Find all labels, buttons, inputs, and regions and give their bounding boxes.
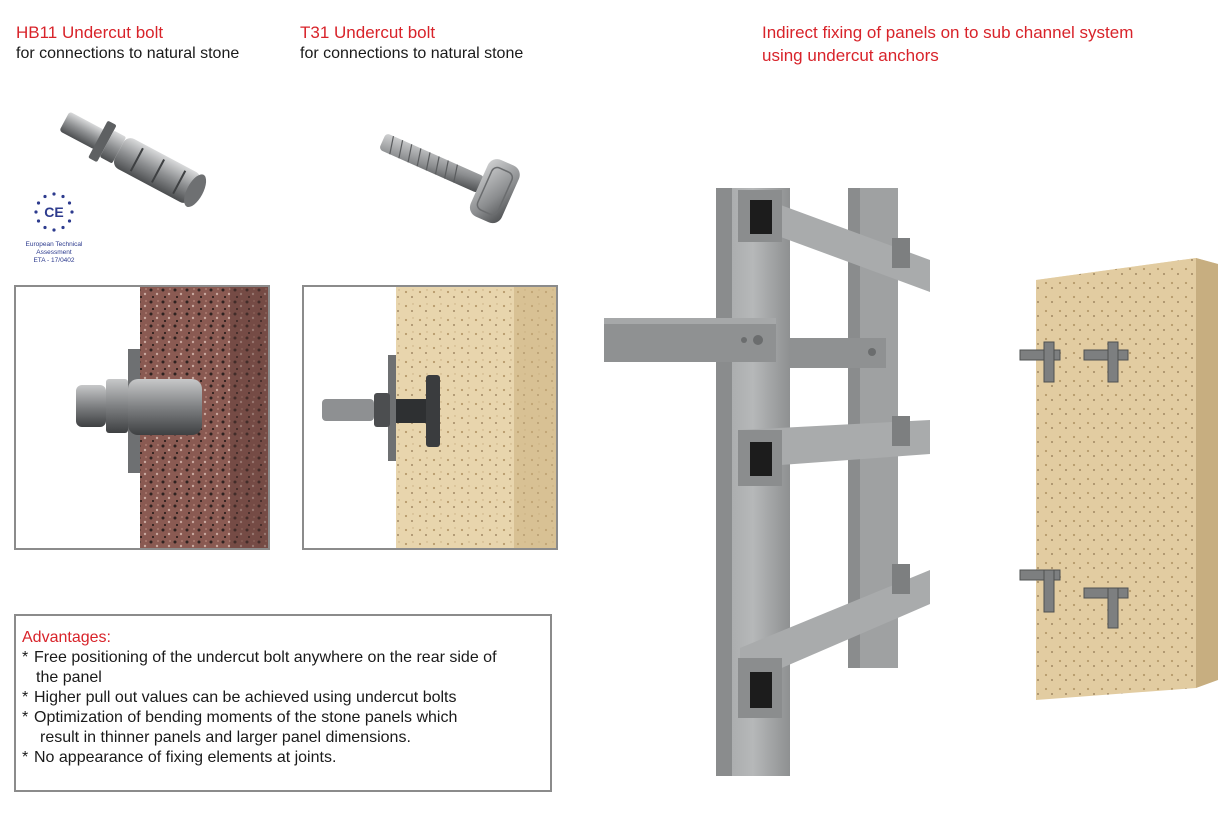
bullet-star: * (22, 749, 29, 766)
advantage-item-continuation: result in thinner panels and larger panel dimensions. (40, 729, 411, 746)
advantage-text: Higher pull out values can be achieved using undercut bolts (34, 689, 457, 706)
advantage-text: Optimization of bending moments of the stone panels which (34, 709, 458, 726)
hb11-subtitle: for connections to natural stone (16, 45, 240, 62)
t31-subtitle: for connections to natural stone (300, 45, 524, 62)
advantages-title: Advantages: (22, 629, 111, 646)
system-title-line1: Indirect fixing of panels on to sub channel system (762, 23, 1134, 42)
ce-badge (18, 190, 90, 272)
ce-line2: Assessment (36, 249, 72, 256)
advantages-box (14, 614, 552, 792)
hb11-title: HB11 Undercut bolt (16, 23, 164, 42)
t31-bolt-image (368, 108, 548, 248)
ce-mark: CE (44, 204, 64, 220)
system-title-line2: using undercut anchors (762, 46, 939, 65)
t31-section-photo (302, 285, 558, 550)
advantage-item-continuation: the panel (36, 669, 102, 686)
bullet-star: * (22, 709, 29, 726)
hb11-section-photo (14, 285, 270, 550)
advantage-item (22, 688, 544, 708)
advantage-text: Free positioning of the undercut bolt anywhere on the rear side of (34, 649, 497, 666)
ce-line3: ETA - 17/0402 (33, 257, 75, 264)
sub-channel-system-image (600, 180, 980, 780)
stone-panel-image (1000, 250, 1222, 710)
advantage-item (22, 708, 544, 728)
bullet-star: * (22, 649, 29, 666)
advantage-text: No appearance of fixing elements at joints. (34, 749, 337, 766)
advantage-item (22, 648, 544, 668)
bullet-star: * (22, 689, 29, 706)
eu-stars-icon (29, 190, 79, 236)
advantage-item (22, 748, 544, 768)
ce-line1: European Technical (25, 241, 83, 248)
t31-title: T31 Undercut bolt (300, 23, 436, 42)
